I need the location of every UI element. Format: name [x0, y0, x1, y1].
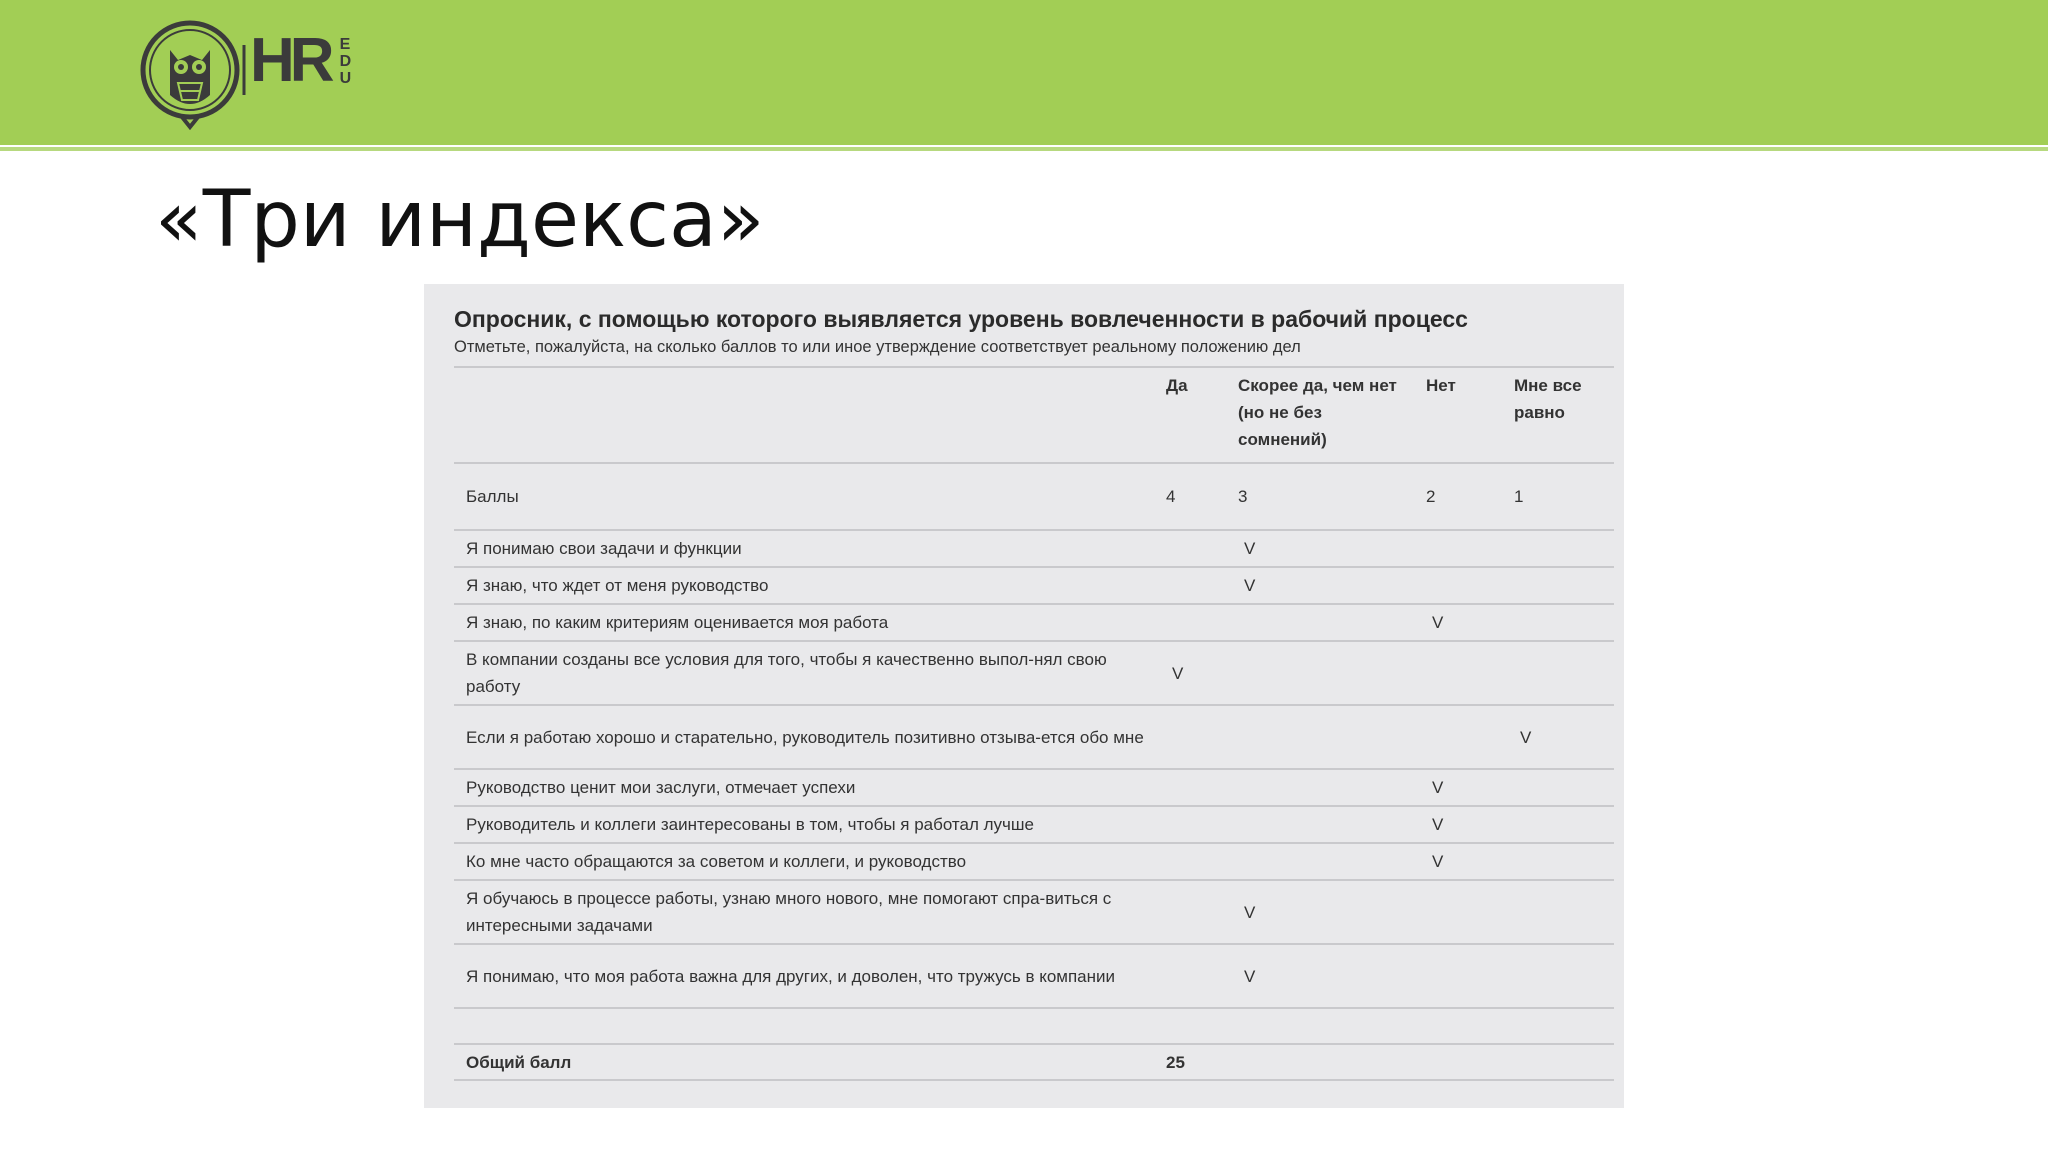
answer-mark: V: [1414, 806, 1502, 843]
table-row: [454, 806, 1614, 843]
statement-text: Я знаю, по каким критериям оценивается моя работа: [454, 604, 1154, 641]
answer-mark: [1226, 769, 1414, 806]
statement-text: Руководитель и коллеги заинтересованы в том, чтобы я работал лучше: [454, 806, 1154, 843]
answer-mark: [1502, 769, 1614, 806]
survey-image: [424, 284, 1624, 1108]
total-row: [454, 1044, 1614, 1080]
answer-mark: [1502, 843, 1614, 880]
statement-text: Я понимаю, что моя работа важна для других, и доволен, что тружусь в компании: [454, 944, 1154, 1008]
points-row: [454, 463, 1614, 530]
answer-mark: [1502, 641, 1614, 705]
answer-mark: [1226, 604, 1414, 641]
statement-text: Я знаю, что ждет от меня руководство: [454, 567, 1154, 604]
answer-mark: [1502, 530, 1614, 567]
points-value: 3: [1226, 463, 1414, 530]
total-label: Общий балл: [454, 1044, 1154, 1080]
statement-text: Руководство ценит мои заслуги, отмечает успехи: [454, 769, 1154, 806]
answer-mark: [1414, 530, 1502, 567]
table-row: [454, 880, 1614, 944]
answer-mark: [1154, 944, 1226, 1008]
logo-wordmark: [250, 26, 352, 95]
logo-edu-text: E D U: [339, 35, 352, 87]
answer-mark: [1414, 880, 1502, 944]
answer-mark: [1414, 944, 1502, 1008]
header-divider: [0, 147, 2048, 151]
column-header: [454, 367, 1154, 463]
answer-mark: [1154, 769, 1226, 806]
points-value: 4: [1154, 463, 1226, 530]
answer-mark: [1154, 806, 1226, 843]
table-row: [454, 530, 1614, 567]
empty-row: [454, 1008, 1614, 1044]
table-row: [454, 641, 1614, 705]
statement-text: Если я работаю хорошо и старательно, руководитель позитивно отзыва-ется обо мне: [454, 705, 1154, 769]
answer-mark: V: [1226, 880, 1414, 944]
statement-text: Я обучаюсь в процессе работы, узнаю много нового, мне помогают спра-виться с интересными задачами: [454, 880, 1154, 944]
answer-mark: V: [1502, 705, 1614, 769]
column-header-rather-yes: Скорее да, чем нет (но не без сомнений): [1226, 367, 1414, 463]
answer-mark: [1154, 880, 1226, 944]
answer-mark: [1154, 604, 1226, 641]
answer-mark: [1226, 843, 1414, 880]
table-row: [454, 944, 1614, 1008]
answer-mark: V: [1154, 641, 1226, 705]
table-row: [454, 769, 1614, 806]
answer-mark: [1502, 806, 1614, 843]
statement-text: Ко мне часто обращаются за советом и коллеги, и руководство: [454, 843, 1154, 880]
survey-title: Опросник, с помощью которого выявляется уровень вовлеченности в рабочий процесс: [454, 306, 1468, 332]
table-row: [454, 604, 1614, 641]
table-row: [454, 705, 1614, 769]
logo-hr-text: HR: [250, 26, 330, 95]
answer-mark: [1154, 567, 1226, 604]
column-header-no: Нет: [1414, 367, 1502, 463]
statement-text: Я понимаю свои задачи и функции: [454, 530, 1154, 567]
answer-mark: [1502, 880, 1614, 944]
answer-mark: [1154, 530, 1226, 567]
points-value: 2: [1414, 463, 1502, 530]
table-row: [454, 567, 1614, 604]
answer-mark: V: [1226, 530, 1414, 567]
answer-mark: [1226, 806, 1414, 843]
answer-mark: [1502, 604, 1614, 641]
slide-title: «Три индекса»: [155, 175, 765, 265]
table-row: [454, 843, 1614, 880]
points-value: 1: [1502, 463, 1614, 530]
answer-mark: [1414, 567, 1502, 604]
answer-mark: V: [1414, 604, 1502, 641]
column-header-yes: Да: [1154, 367, 1226, 463]
answer-mark: V: [1226, 567, 1414, 604]
answer-mark: V: [1226, 944, 1414, 1008]
answer-mark: [1154, 705, 1226, 769]
answer-mark: [1226, 705, 1414, 769]
answer-mark: [1226, 641, 1414, 705]
answer-mark: [1414, 641, 1502, 705]
survey-subtitle: Отметьте, пожалуйста, на сколько баллов то или иное утверждение соответствует реальному положению дел: [454, 338, 1301, 356]
answer-mark: [1502, 944, 1614, 1008]
survey-table: [454, 366, 1614, 1081]
column-header-indifferent: Мне все равно: [1502, 367, 1614, 463]
answer-mark: V: [1414, 769, 1502, 806]
answer-mark: [1414, 705, 1502, 769]
answer-mark: [1502, 567, 1614, 604]
statement-text: В компании созданы все условия для того, чтобы я качественно выпол-нял свою работу: [454, 641, 1154, 705]
points-label: Баллы: [454, 463, 1154, 530]
answer-mark: V: [1414, 843, 1502, 880]
table-header-row: [454, 367, 1614, 463]
answer-mark: [1154, 843, 1226, 880]
total-value: 25: [1154, 1044, 1226, 1080]
